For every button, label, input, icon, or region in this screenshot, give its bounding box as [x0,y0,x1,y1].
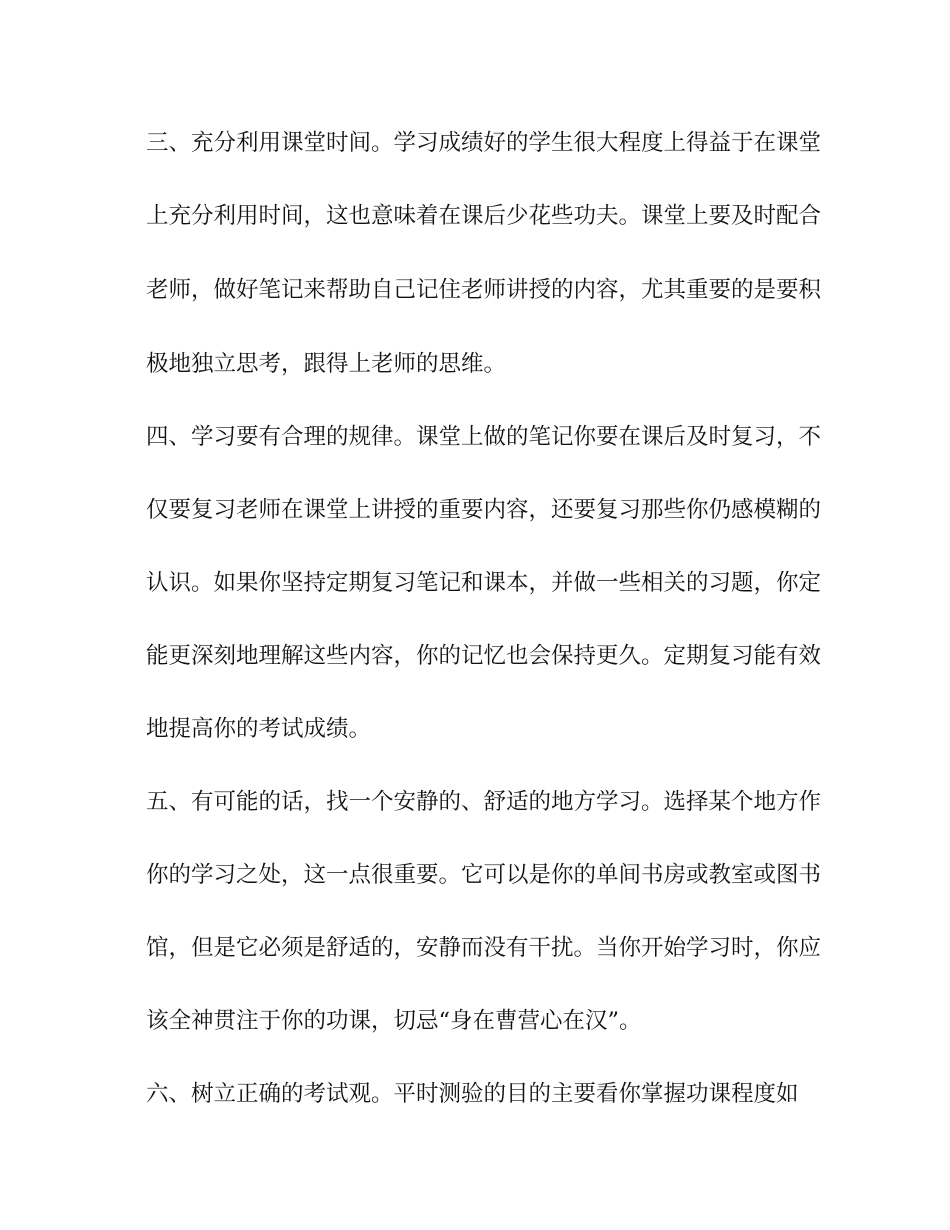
text-line: 能更深刻地理解这些内容，你的记忆也会保持更久。定期复习能有效 [146,643,822,669]
text-line: 六、树立正确的考试观。平时测验的目的主要看你掌握功课程度如 [146,1081,799,1107]
text-line: 老师，做好笔记来帮助自己记住老师讲授的内容，尤其重要的是要积 [146,277,822,303]
text-line: 馆，但是它必须是舒适的，安静而没有干扰。当你开始学习时，你应 [146,935,822,961]
text-line: 三、充分利用课堂时间。学习成绩好的学生很大程度上得益于在课堂 [146,130,822,156]
text-line: 你的学习之处，这一点很重要。它可以是你的单间书房或教室或图书 [146,862,822,888]
text-line: 上充分利用时间，这也意味着在课后少花些功夫。课堂上要及时配合 [146,203,822,229]
text-line: 仅要复习老师在课堂上讲授的重要内容，还要复习那些你仍感模糊的 [146,497,822,523]
text-line: 地提高你的考试成绩。 [146,716,372,742]
text-line: 极地独立思考，跟得上老师的思维。 [146,351,507,377]
text-line: 五、有可能的话，找一个安静的、舒适的地方学习。选择某个地方作 [146,789,822,815]
text-line: 认识。如果你坚持定期复习笔记和课本，并做一些相关的习题，你定 [146,570,822,596]
text-line: 四、学习要有合理的规律。课堂上做的笔记你要在课后及时复习，不 [146,424,822,450]
text-line: 该全神贯注于你的功课，切忌“身在曹营心在汉”。 [146,1008,642,1034]
